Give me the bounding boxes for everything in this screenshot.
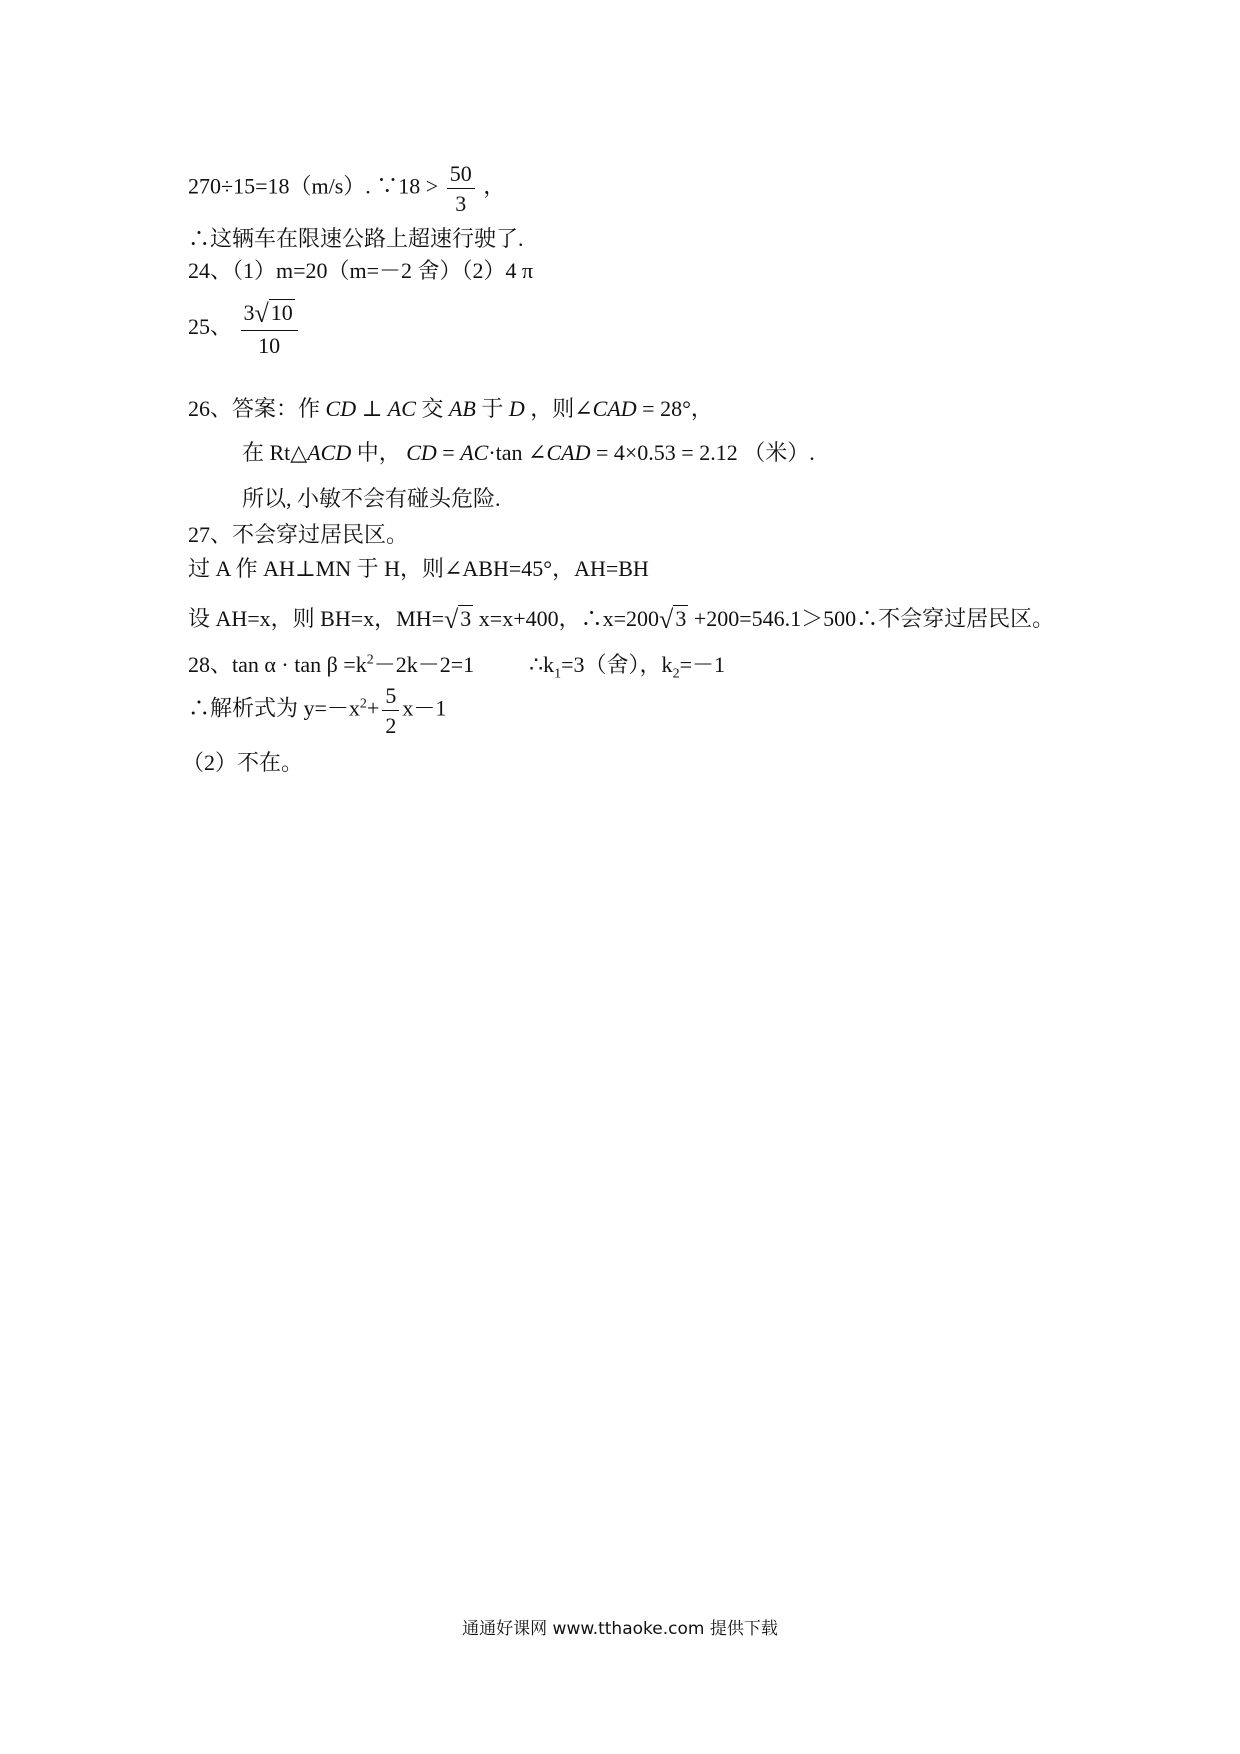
math-var: ACD <box>307 440 352 465</box>
superscript: 2 <box>359 696 367 712</box>
text-segment: －2k－2=1 <box>373 652 475 677</box>
perp-symbol: ⊥ <box>361 396 383 421</box>
answer-25-label: 25、 <box>188 313 233 339</box>
text-segment: 于 <box>481 396 504 421</box>
answer-26-conclusion: 所以, 小敏不会有碰头危险. <box>242 486 501 511</box>
text-segment: 设 AH=x，则 BH=x，MH= <box>188 606 445 631</box>
speed-calc: 270÷15=18（m/s）. <box>188 173 371 199</box>
fraction-denominator: 3 <box>455 191 467 217</box>
radicand: 10 <box>270 300 293 325</box>
text-segment: ∴k <box>529 652 555 677</box>
sqrt-10 <box>255 300 295 327</box>
answer-26-line-1 <box>188 392 713 423</box>
radical-sign: √ <box>659 605 674 634</box>
text-segment: 26、答案：作 <box>188 396 321 421</box>
radicand: 3 <box>460 606 472 631</box>
math-var: CAD <box>546 440 591 465</box>
text-segment: ∴解析式为 y=－x <box>188 695 360 721</box>
text-segment: =－1 <box>679 652 725 677</box>
radical-sign: √ <box>254 299 269 328</box>
fraction-3sqrt10-10 <box>241 300 298 357</box>
text-segment: 28、tan α · tan β =k <box>188 652 367 677</box>
text-segment: x－1 <box>402 695 447 721</box>
sqrt-3 <box>444 605 473 635</box>
answer-27-step-2 <box>188 602 1054 635</box>
math-var: D <box>508 396 525 421</box>
text-segment: + <box>366 695 380 721</box>
fraction-numerator: 5 <box>382 684 399 711</box>
fraction-denominator: 10 <box>258 333 281 359</box>
fraction-50-3 <box>447 162 475 215</box>
text-segment: =3（舍），k <box>561 652 673 677</box>
math-var: CD <box>406 440 437 465</box>
subscript: 1 <box>554 666 562 682</box>
sqrt-3 <box>659 605 688 635</box>
answer-28 <box>188 648 725 682</box>
text-segment: 交 <box>421 396 444 421</box>
coefficient: 3 <box>243 300 255 325</box>
math-var: AB <box>448 396 476 421</box>
text-segment: +200=546.1＞500∴不会穿过居民区。 <box>693 606 1055 631</box>
answer-26-line-2 <box>242 436 815 467</box>
text-segment: x=x+400，∴x=200 <box>478 606 660 631</box>
math-var: CD <box>325 396 357 421</box>
text-segment: 中， <box>356 440 401 465</box>
answer-24: 24、（1）m=20（m=－2 舍）（2）4 π <box>188 258 534 283</box>
answer-28-expression <box>188 684 446 737</box>
math-var: AC <box>387 396 416 421</box>
equals-sign: = <box>442 440 455 465</box>
fraction-numerator <box>241 300 298 331</box>
radical-sign: √ <box>444 605 459 634</box>
fraction-numerator: 50 <box>447 162 475 189</box>
fraction-denominator: 2 <box>385 713 397 739</box>
answer-27-title: 27、不会穿过居民区。 <box>188 522 409 547</box>
radicand: 3 <box>675 606 687 631</box>
compare-text: ∵18 > <box>376 173 439 199</box>
answer-25 <box>188 300 301 357</box>
text-segment: ，则∠ <box>530 396 593 421</box>
footer-credit: 通通好课网 www.tthaoke.com 提供下载 <box>462 1619 778 1639</box>
answer-23-conclusion: ∴这辆车在限速公路上超速行驶了. <box>188 226 524 251</box>
subscript: 2 <box>672 666 680 682</box>
superscript: 2 <box>366 652 374 668</box>
text-segment: = 4×0.53 = 2.12 （米）. <box>595 440 815 465</box>
answer-28-part-2: （2）不在。 <box>182 750 304 775</box>
math-var: AC <box>460 440 489 465</box>
math-var: CAD <box>592 396 637 421</box>
answer-27-step-1: 过 A 作 AH⊥MN 于 H，则∠ABH=45°，AH=BH <box>188 556 649 581</box>
text-segment: ·tan ∠ <box>488 440 547 465</box>
answer-23-speed-line <box>188 162 505 215</box>
fraction-5-2 <box>382 684 399 737</box>
text-segment: = 28°， <box>642 396 713 421</box>
text-segment: 在 Rt△ <box>242 440 308 465</box>
comma: ， <box>483 173 506 199</box>
